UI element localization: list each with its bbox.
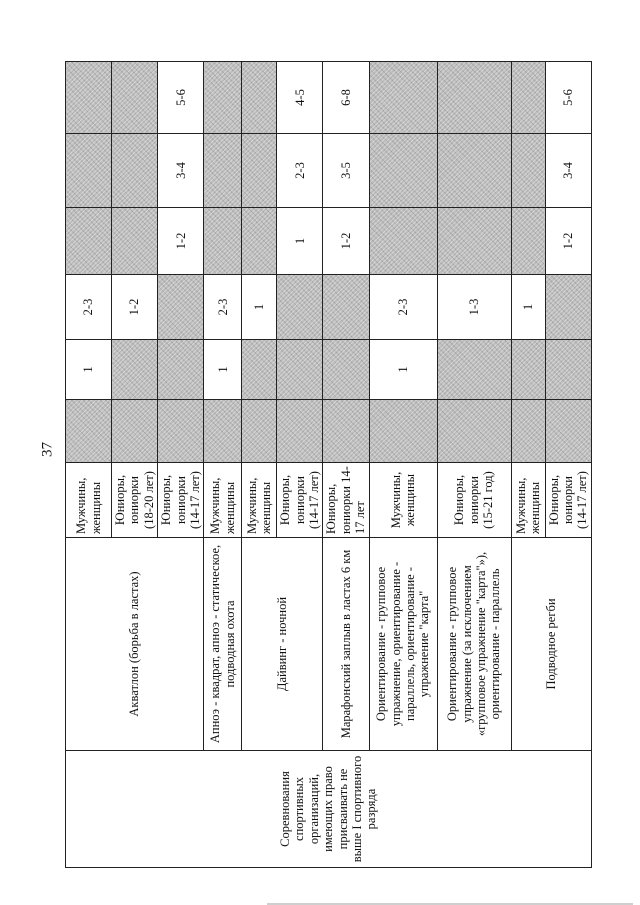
value-cell (204, 208, 242, 275)
table-row (66, 62, 112, 868)
value-cell (545, 275, 591, 340)
value-cell (369, 134, 437, 208)
value-cell (511, 134, 545, 208)
value-cell: 2-3 (204, 275, 242, 340)
value-cell (158, 400, 204, 463)
group-cell: Юниоры, юниорки (14-17 лет) (545, 463, 591, 538)
value-cell (112, 208, 158, 275)
value-cell: 6-8 (323, 62, 369, 134)
value-cell: 2-3 (277, 134, 323, 208)
value-cell (437, 208, 511, 275)
value-cell (437, 62, 511, 134)
discipline-cell: Акватлон (борьба в ластах) (66, 538, 204, 751)
group-cell: Мужчины, женщины (242, 463, 277, 538)
value-cell (112, 62, 158, 134)
group-cell: Юниоры, юниорки (14-17 лет) (277, 463, 323, 538)
value-cell (277, 275, 323, 340)
group-cell: Юниоры, юниорки (15-21 год) (437, 463, 511, 538)
value-cell (323, 275, 369, 340)
value-cell (242, 340, 277, 400)
value-cell (511, 62, 545, 134)
group-cell: Юниоры, юниорки (14-17 лет) (158, 463, 204, 538)
value-cell: 1-2 (158, 208, 204, 275)
value-cell (511, 340, 545, 400)
value-cell (242, 134, 277, 208)
value-cell: 5-6 (545, 62, 591, 134)
discipline-cell: Подводное регби (511, 538, 591, 751)
value-cell (437, 340, 511, 400)
value-cell (369, 400, 437, 463)
value-cell (66, 208, 112, 275)
value-cell: 1 (369, 340, 437, 400)
value-cell: 1 (511, 275, 545, 340)
value-cell (242, 400, 277, 463)
value-cell: 1-3 (437, 275, 511, 340)
discipline-cell: Ориентирование - групповое упражнение, ориентирование - параллель, ориентирование - упражнение "карта" (369, 538, 437, 751)
discipline-cell: Ориентирование - групповое упражнение (за исключением «групповое упражнение "карта"»), ориентирование - параллель (437, 538, 511, 751)
value-cell: 1 (242, 275, 277, 340)
rotated-table-frame (65, 62, 590, 868)
value-cell (158, 275, 204, 340)
value-cell: 1-2 (112, 275, 158, 340)
value-cell: 2-3 (66, 275, 112, 340)
value-cell (369, 62, 437, 134)
value-cell (545, 340, 591, 400)
value-cell (242, 208, 277, 275)
value-cell (66, 134, 112, 208)
value-cell: 1-2 (545, 208, 591, 275)
value-cell (158, 340, 204, 400)
group-cell: Мужчины, женщины (511, 463, 545, 538)
value-cell: 3-4 (545, 134, 591, 208)
value-cell (277, 340, 323, 400)
value-cell: 3-5 (323, 134, 369, 208)
discipline-cell: Апноэ - квадрат, апноэ - статическое, подводная охота (204, 538, 242, 751)
value-cell (545, 400, 591, 463)
value-cell (437, 400, 511, 463)
value-cell (369, 208, 437, 275)
value-cell (66, 62, 112, 134)
section-cell: Соревнования спортивных организаций, имеющих право присваивать не выше I спортивного разряда (66, 751, 592, 868)
value-cell (323, 340, 369, 400)
value-cell (204, 134, 242, 208)
group-cell: Мужчины, женщины (66, 463, 112, 538)
value-cell (66, 400, 112, 463)
table-row (369, 62, 437, 868)
value-cell (323, 400, 369, 463)
sports-ranking-table (65, 61, 592, 868)
value-cell: 1 (204, 340, 242, 400)
group-cell: Мужчины, женщины (369, 463, 437, 538)
value-cell: 1 (66, 340, 112, 400)
value-cell (511, 208, 545, 275)
value-cell (242, 62, 277, 134)
value-cell (511, 400, 545, 463)
value-cell (112, 400, 158, 463)
table-row (242, 62, 277, 868)
group-cell: Юниоры, юниорки 14-17 лет (323, 463, 369, 538)
table-row (323, 62, 369, 868)
value-cell: 1 (277, 208, 323, 275)
table-row (511, 62, 545, 868)
value-cell (204, 400, 242, 463)
rotated-table-content (65, 62, 590, 868)
value-cell: 1-2 (323, 208, 369, 275)
value-cell: 3-4 (158, 134, 204, 208)
value-cell: 2-3 (369, 275, 437, 340)
value-cell (112, 340, 158, 400)
value-cell (112, 134, 158, 208)
table-row (204, 62, 242, 868)
group-cell: Мужчины, женщины (204, 463, 242, 538)
table-row (437, 62, 511, 868)
discipline-cell: Дайвинг - ночной (242, 538, 323, 751)
page-number: 37 (39, 442, 56, 457)
value-cell (277, 400, 323, 463)
value-cell: 5-6 (158, 62, 204, 134)
value-cell (204, 62, 242, 134)
value-cell: 4-5 (277, 62, 323, 134)
value-cell (437, 134, 511, 208)
group-cell: Юниоры, юниорки (18-20 лет) (112, 463, 158, 538)
discipline-cell: Марафонский заплыв в ластах 6 км (323, 538, 369, 751)
